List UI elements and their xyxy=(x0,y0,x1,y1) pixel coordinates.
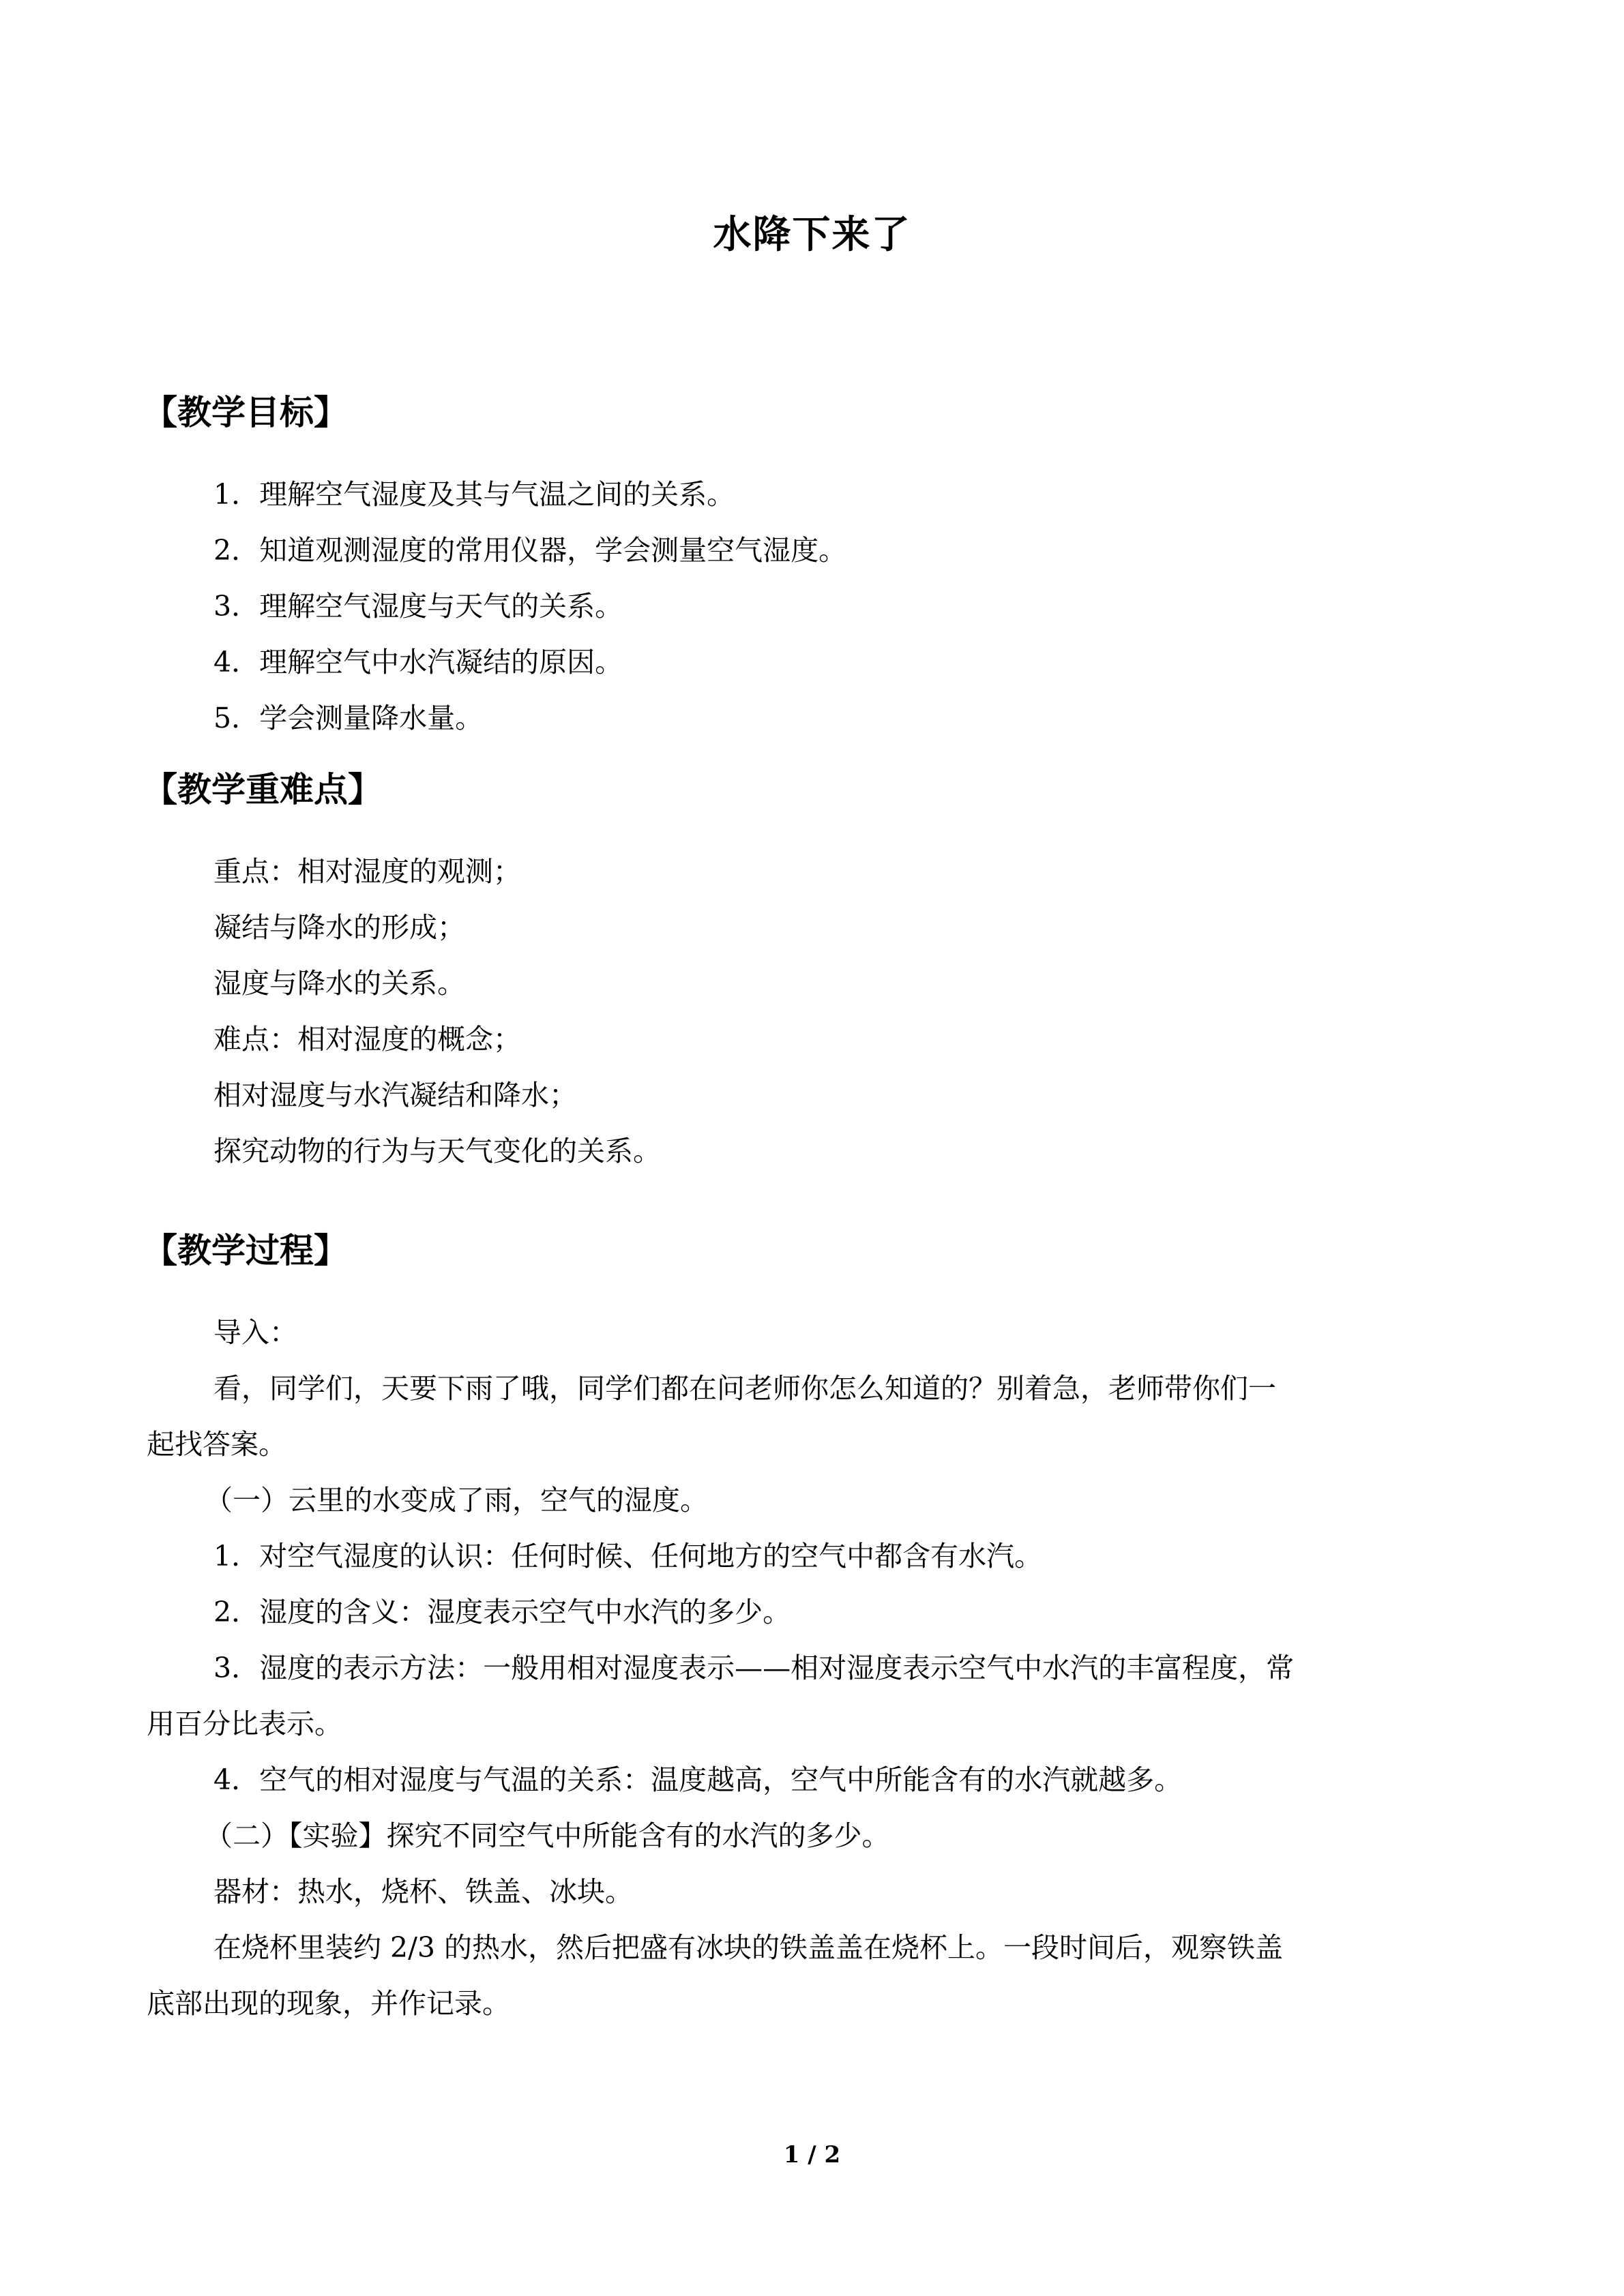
document-title: 水降下来了 xyxy=(713,213,911,257)
process-paragraph: 3．湿度的表示方法：一般用相对湿度表示——相对湿度表示空气中水汽的丰富程度，常 xyxy=(213,1652,1295,1684)
process-paragraph: 1．对空气湿度的认识：任何时候、任何地方的空气中都含有水汽。 xyxy=(213,1540,1043,1572)
process-paragraph: 看，同学们，天要下雨了哦，同学们都在问老师你怎么知道的？别着急，老师带你们一 xyxy=(213,1372,1276,1405)
objective-item: 3．理解空气湿度与天气的关系。 xyxy=(213,590,623,623)
process-paragraph-cont: 起找答案。 xyxy=(147,1428,286,1461)
process-paragraph: 4．空气的相对湿度与气温的关系：温度越高，空气中所能含有的水汽就越多。 xyxy=(213,1763,1183,1796)
key-point-item: 湿度与降水的关系。 xyxy=(213,967,465,1000)
section-heading-key-points: 【教学重难点】 xyxy=(143,770,382,809)
process-subheading: （一）云里的水变成了雨，空气的湿度。 xyxy=(205,1484,708,1517)
key-point-item: 凝结与降水的形成； xyxy=(213,911,465,944)
key-point-item: 难点：相对湿度的概念； xyxy=(213,1023,521,1056)
process-paragraph: 2．湿度的含义：湿度表示空气中水汽的多少。 xyxy=(213,1596,791,1628)
process-paragraph: 导入： xyxy=(213,1316,297,1349)
process-paragraph: 在烧杯里装约 2/3 的热水，然后把盛有冰块的铁盖盖在烧杯上。一段时间后，观察铁盖 xyxy=(213,1931,1284,1964)
key-point-item: 相对湿度与水汽凝结和降水； xyxy=(213,1079,577,1112)
page-number: 1 / 2 xyxy=(783,2141,841,2168)
objective-item: 1．理解空气湿度及其与气温之间的关系。 xyxy=(213,478,735,511)
process-paragraph: 器材：热水，烧杯、铁盖、冰块。 xyxy=(213,1875,633,1908)
section-heading-process: 【教学过程】 xyxy=(143,1231,348,1270)
process-subheading: （二）【实验】探究不同空气中所能含有的水汽的多少。 xyxy=(205,1819,890,1852)
objective-item: 5．学会测量降水量。 xyxy=(213,702,484,734)
objective-item: 2．知道观测湿度的常用仪器，学会测量空气湿度。 xyxy=(213,534,847,567)
section-heading-objectives: 【教学目标】 xyxy=(143,393,348,432)
key-point-item: 探究动物的行为与天气变化的关系。 xyxy=(213,1135,661,1167)
process-paragraph-cont: 底部出现的现象，并作记录。 xyxy=(147,1987,510,2020)
key-point-item: 重点：相对湿度的观测； xyxy=(213,855,521,888)
process-paragraph-cont: 用百分比表示。 xyxy=(147,1708,342,1740)
objective-item: 4．理解空气中水汽凝结的原因。 xyxy=(213,646,623,679)
